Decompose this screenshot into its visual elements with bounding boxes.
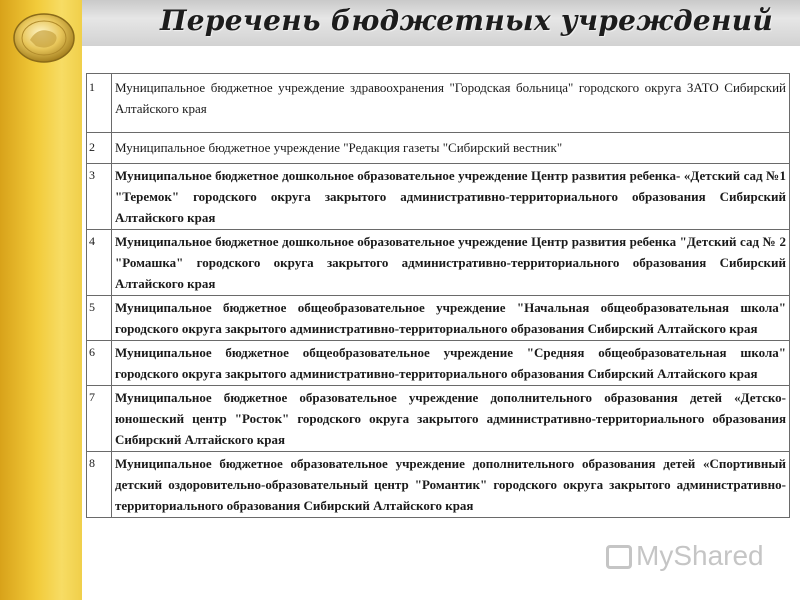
row-text: Муниципальное бюджетное дошкольное образовательное учреждение Центр развития ребенка- «Детский сад №1 "Теремок" городского округа закрытого административно-территориального образования Сибирский Алтайского края	[112, 164, 790, 230]
table-row	[87, 164, 790, 230]
institutions-table	[86, 73, 790, 518]
page-title: Перечень бюджетных учреждений	[160, 4, 774, 37]
row-text: Муниципальное бюджетное образовательное учреждение дополнительного образования детей «Детско-юношеский центр "Росток" городского округа закрытого административно-территориального образования Сибирский Алтайского края	[112, 386, 790, 452]
row-number: 4	[87, 230, 112, 296]
row-text: Муниципальное бюджетное учреждение "Редакция газеты "Сибирский вестник"	[112, 133, 790, 164]
coin-logo-icon	[8, 6, 78, 68]
row-text: Муниципальное бюджетное образовательное учреждение дополнительного образования детей «Спортивный детский оздоровительно-образовательный центр "Романтик" городского округа закрытого административно-территориального образования Сибирский Алтайского края	[112, 452, 790, 518]
row-number: 7	[87, 386, 112, 452]
row-text: Муниципальное бюджетное общеобразовательное учреждение "Средняя общеобразовательная школа" городского округа закрытого административно-территориального образования Сибирский Алтайского края	[112, 341, 790, 386]
row-number: 5	[87, 296, 112, 341]
side-decoration-bar	[0, 0, 82, 600]
table-row	[87, 386, 790, 452]
row-number: 2	[87, 133, 112, 164]
row-text: Муниципальное бюджетное учреждение здравоохранения "Городская больница" городского округа ЗАТО Сибирский Алтайского края	[112, 74, 790, 133]
cart-icon	[606, 545, 632, 569]
table-row	[87, 230, 790, 296]
row-text: Муниципальное бюджетное общеобразовательное учреждение "Начальная общеобразовательная школа" городского округа закрытого административно-территориального образования Сибирский Алтайского края	[112, 296, 790, 341]
watermark	[606, 540, 764, 572]
watermark-text: MyShared	[636, 540, 764, 571]
table-row	[87, 341, 790, 386]
table-row	[87, 296, 790, 341]
table-row	[87, 74, 790, 133]
row-number: 1	[87, 74, 112, 133]
table-row	[87, 452, 790, 518]
row-number: 6	[87, 341, 112, 386]
row-text: Муниципальное бюджетное дошкольное образовательное учреждение Центр развития ребенка "Детский сад № 2 "Ромашка" городского округа закрытого административно-территориального образования Сибирский Алтайского края	[112, 230, 790, 296]
row-number: 3	[87, 164, 112, 230]
table-row	[87, 133, 790, 164]
row-number: 8	[87, 452, 112, 518]
